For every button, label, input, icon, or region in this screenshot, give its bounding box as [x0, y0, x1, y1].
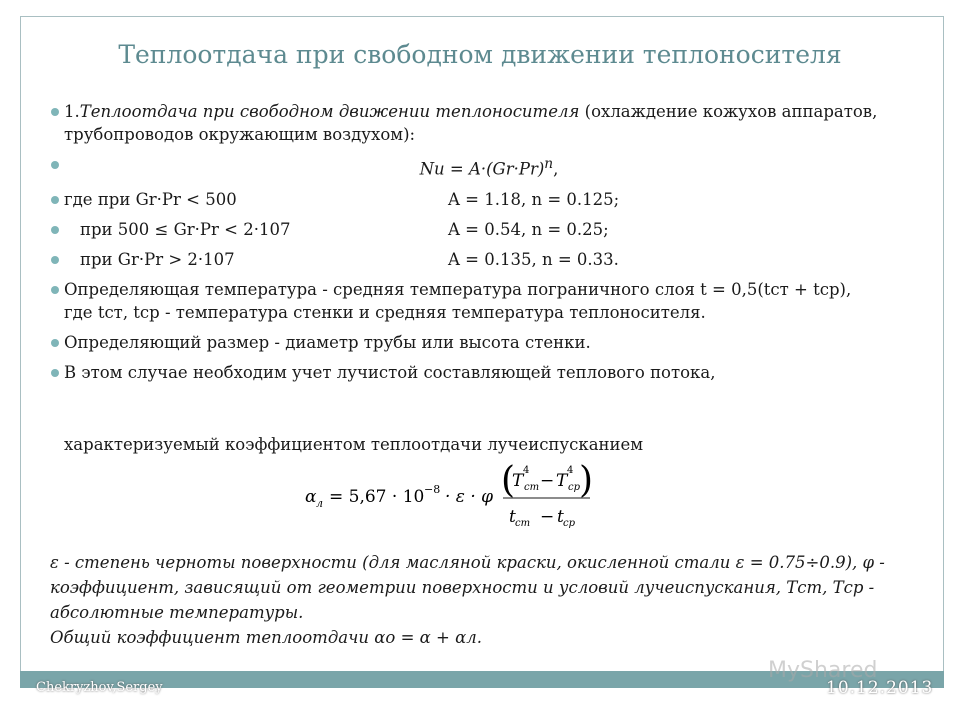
den-t2: t — [557, 507, 564, 527]
bullet-item-definition — [64, 100, 884, 146]
watermark: MyShared — [768, 658, 878, 683]
den-minus: − — [540, 507, 555, 527]
bullet-item-range-2 — [64, 218, 884, 241]
item-number: 1. — [64, 102, 80, 121]
bullet-item-range-3 — [64, 248, 884, 271]
footer-author: Chekryzhov,Sergey — [36, 680, 163, 695]
num-T1-pow: 4 — [523, 465, 530, 476]
bullet-item-radiation: В этом случае необходим учет лучистой составляющей теплового потока, — [64, 361, 884, 384]
note-definitions: ε - степень черноты поверхности (для масляной краски, окисленной стали ε = 0.75÷0.9), φ - коэффициент, зависящий от геометрии поверхности и условий лучеиспускания, Тст, Тср - абсолютные температуры. — [50, 553, 885, 622]
num-T2: T — [556, 471, 568, 491]
range-condition: при Gr·Pr > 2·107 — [80, 249, 235, 269]
range-condition: где при Gr·Pr < 500 — [64, 189, 237, 209]
bullet-item-temperature: Определяющая температура - средняя температура пограничного слоя t = 0,5(tст + tср), где tст, tср - температура стенки и средняя температура теплоносителя. — [64, 278, 884, 324]
bullet-item-size: Определяющий размер - диаметр трубы или высота стенки. — [64, 331, 884, 354]
den-t2-sub: ср — [563, 518, 576, 529]
item-italic-title: Теплоотдача при свободном движении теплоносителя — [79, 102, 580, 121]
formula-text: Nu = A·(Gr·Pr) — [419, 159, 545, 179]
formula-lhs-sub: л — [316, 497, 324, 510]
range-coefficients: A = 0.135, n = 0.33. — [448, 249, 619, 269]
formula-factors: · ε · φ — [445, 487, 494, 507]
formula-exponent: n — [544, 156, 554, 172]
range-condition: при 500 ≤ Gr·Pr < 2·107 — [80, 219, 291, 239]
bullet-item-nusselt-formula — [64, 153, 884, 181]
range-coefficients: A = 0.54, n = 0.25; — [448, 219, 609, 239]
radiation-formula — [305, 462, 605, 534]
den-t1: t — [509, 507, 516, 527]
num-T2-sub: ср — [568, 482, 581, 493]
num-T1: T — [512, 471, 524, 491]
formula-power: −8 — [424, 483, 441, 496]
radiation-description: характеризуемый коэффициентом теплоотдачи лучеиспусканием — [64, 435, 644, 454]
formula-end: , — [553, 159, 559, 179]
paren-right: ) — [579, 462, 594, 501]
slide-title: Теплоотдача при свободном движении теплоносителя — [118, 40, 842, 69]
formula-constant: = 5,67 · 10 — [329, 487, 425, 507]
bullet-list — [64, 100, 884, 391]
formula-lhs: α — [305, 487, 317, 507]
range-coefficients: A = 1.18, n = 0.125; — [448, 189, 620, 209]
note-total-coefficient: Общий коэффициент теплоотдачи αо = α + αл. — [50, 628, 482, 647]
paren-left: ( — [501, 462, 516, 501]
footer-date: 10.12.2013 — [826, 678, 934, 698]
num-T2-pow: 4 — [567, 465, 574, 476]
num-T1-sub: ст — [524, 482, 540, 493]
den-t1-sub: ст — [515, 518, 531, 529]
num-minus: − — [540, 471, 555, 491]
formula-notes — [50, 550, 910, 650]
bullet-item-range-1 — [64, 188, 884, 211]
item-text: (охлаждение кожухов аппаратов, трубопроводов окружающим воздухом): — [64, 102, 878, 144]
